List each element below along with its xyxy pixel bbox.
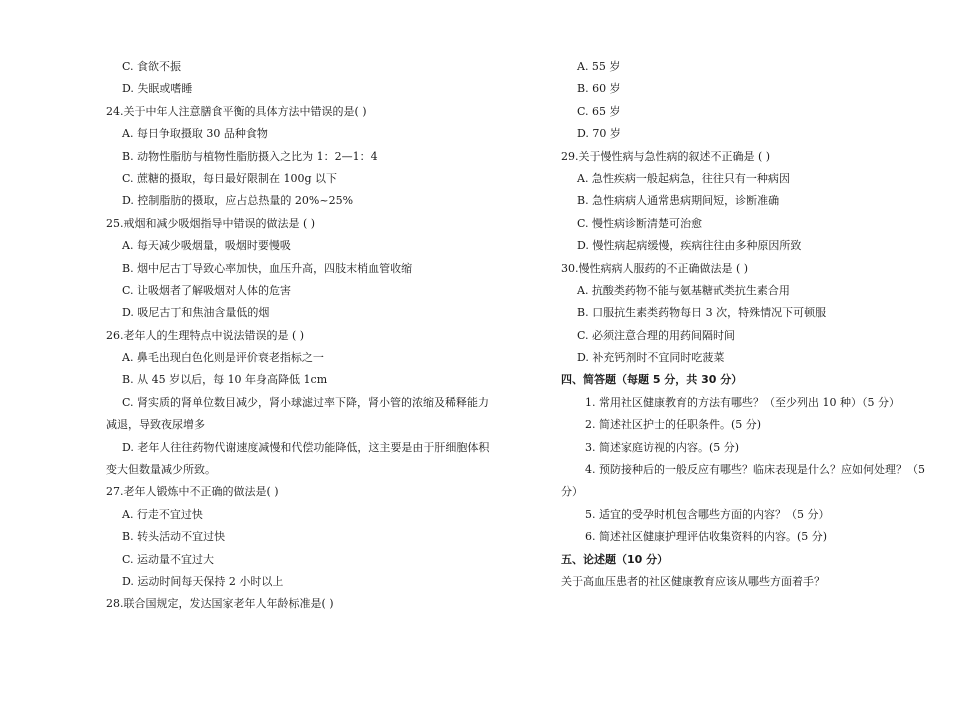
text-line: A. 抗酸类药物不能与氨基糖甙类抗生素合用 bbox=[577, 283, 790, 297]
text-line: 26.老年人的生理特点中说法错误的是 ( ) bbox=[106, 328, 305, 342]
text-line: C. 65 岁 bbox=[577, 104, 621, 118]
text-line: C. 食欲不振 bbox=[122, 60, 182, 73]
section-heading: 五、论述题（10 分） bbox=[561, 552, 669, 566]
left-column bbox=[106, 56, 526, 616]
section-heading: 四、简答题（每题 5 分，共 30 分） bbox=[561, 373, 743, 387]
text-line: B. 转头活动不宜过快 bbox=[122, 530, 226, 544]
text-line: 6. 简述社区健康护理评估收集资料的内容。(5 分) bbox=[585, 530, 828, 544]
right-column bbox=[561, 56, 961, 593]
text-line: B. 60 岁 bbox=[577, 82, 621, 96]
text-line: A. 行走不宜过快 bbox=[122, 507, 203, 521]
text-line: 减退，导致夜尿增多 bbox=[106, 418, 205, 432]
text-line: 1. 常用社区健康教育的方法有哪些？（至少列出 10 种）（5 分） bbox=[585, 395, 900, 409]
text-line: 25.戒烟和减少吸烟指导中错误的做法是 ( ) bbox=[106, 216, 316, 230]
text-line: 关于高血压患者的社区健康教育应该从哪些方面着手？ bbox=[561, 574, 825, 588]
text-line: D. 70 岁 bbox=[577, 127, 621, 141]
text-line: C. 慢性病诊断清楚可治愈 bbox=[577, 216, 703, 230]
text-line: C. 蔗糖的摄取，每日最好限制在 100g 以下 bbox=[122, 171, 338, 185]
text-line: B. 动物性脂肪与植物性脂肪摄入之比为 1：2—1：4 bbox=[122, 149, 378, 163]
text-line: B. 烟中尼古丁导致心率加快，血压升高，四肢末梢血管收缩 bbox=[122, 261, 413, 275]
text-line: D. 老年人往往药物代谢速度减慢和代偿功能降低，这主要是由于肝细胞体积 bbox=[122, 440, 490, 454]
text-line: D. 失眠或嗜睡 bbox=[122, 82, 193, 96]
text-line: A. 每天减少吸烟量，吸烟时要慢吸 bbox=[122, 239, 291, 253]
text-line: A. 急性疾病一般起病急，往往只有一种病因 bbox=[577, 171, 790, 185]
text-line: 29.关于慢性病与急性病的叙述不正确是 ( ) bbox=[561, 149, 771, 163]
text-line: C. 必须注意合理的用药间隔时间 bbox=[577, 328, 736, 342]
text-line: D. 慢性病起病缓慢，疾病往往由多种原因所致 bbox=[577, 239, 802, 253]
text-line: D. 控制脂肪的摄取，应占总热量的 20%~25% bbox=[122, 194, 354, 208]
text-line: B. 急性病病人通常患病期间短，诊断准确 bbox=[577, 194, 780, 208]
text-line: 5. 适宜的受孕时机包含哪些方面的内容？（5 分） bbox=[585, 507, 830, 521]
text-line: 24.关于中年人注意膳食平衡的具体方法中错误的是( ) bbox=[106, 104, 367, 118]
text-line: 28.联合国规定，发达国家老年人年龄标准是( ) bbox=[106, 597, 334, 611]
text-line: C. 运动量不宜过大 bbox=[122, 552, 215, 566]
text-line: C. 肾实质的肾单位数目减少，肾小球滤过率下降，肾小管的浓缩及稀释能力 bbox=[122, 395, 490, 409]
text-line: A. 鼻毛出现白色化则是评价衰老指标之一 bbox=[122, 351, 324, 365]
text-line: 30.慢性病病人服药的不正确做法是 ( ) bbox=[561, 261, 749, 275]
text-line: C. 让吸烟者了解吸烟对人体的危害 bbox=[122, 283, 292, 297]
text-line: A. 每日争取摄取 30 品种食物 bbox=[122, 127, 268, 141]
text-line: 变大但数量减少所致。 bbox=[106, 463, 216, 477]
text-line: D. 吸尼古丁和焦油含量低的烟 bbox=[122, 306, 270, 320]
text-line: 4. 预防接种后的一般反应有哪些？临床表现是什么？应如何处理？（5 bbox=[585, 463, 925, 477]
text-line: A. 55 岁 bbox=[577, 60, 621, 73]
text-line: 2. 简述社区护士的任职条件。(5 分) bbox=[585, 418, 762, 432]
text-line: B. 从 45 岁以后，每 10 年身高降低 1cm bbox=[122, 373, 328, 387]
text-line: 分） bbox=[561, 485, 583, 499]
text-line: D. 补充钙剂时不宜同时吃菠菜 bbox=[577, 351, 725, 365]
text-line: 3. 简述家庭访视的内容。(5 分) bbox=[585, 440, 740, 454]
text-line: D. 运动时间每天保持 2 小时以上 bbox=[122, 574, 284, 588]
text-line: 27.老年人锻炼中不正确的做法是( ) bbox=[106, 485, 279, 499]
text-line: B. 口服抗生素类药物每日 3 次，特殊情况下可顿服 bbox=[577, 306, 827, 320]
